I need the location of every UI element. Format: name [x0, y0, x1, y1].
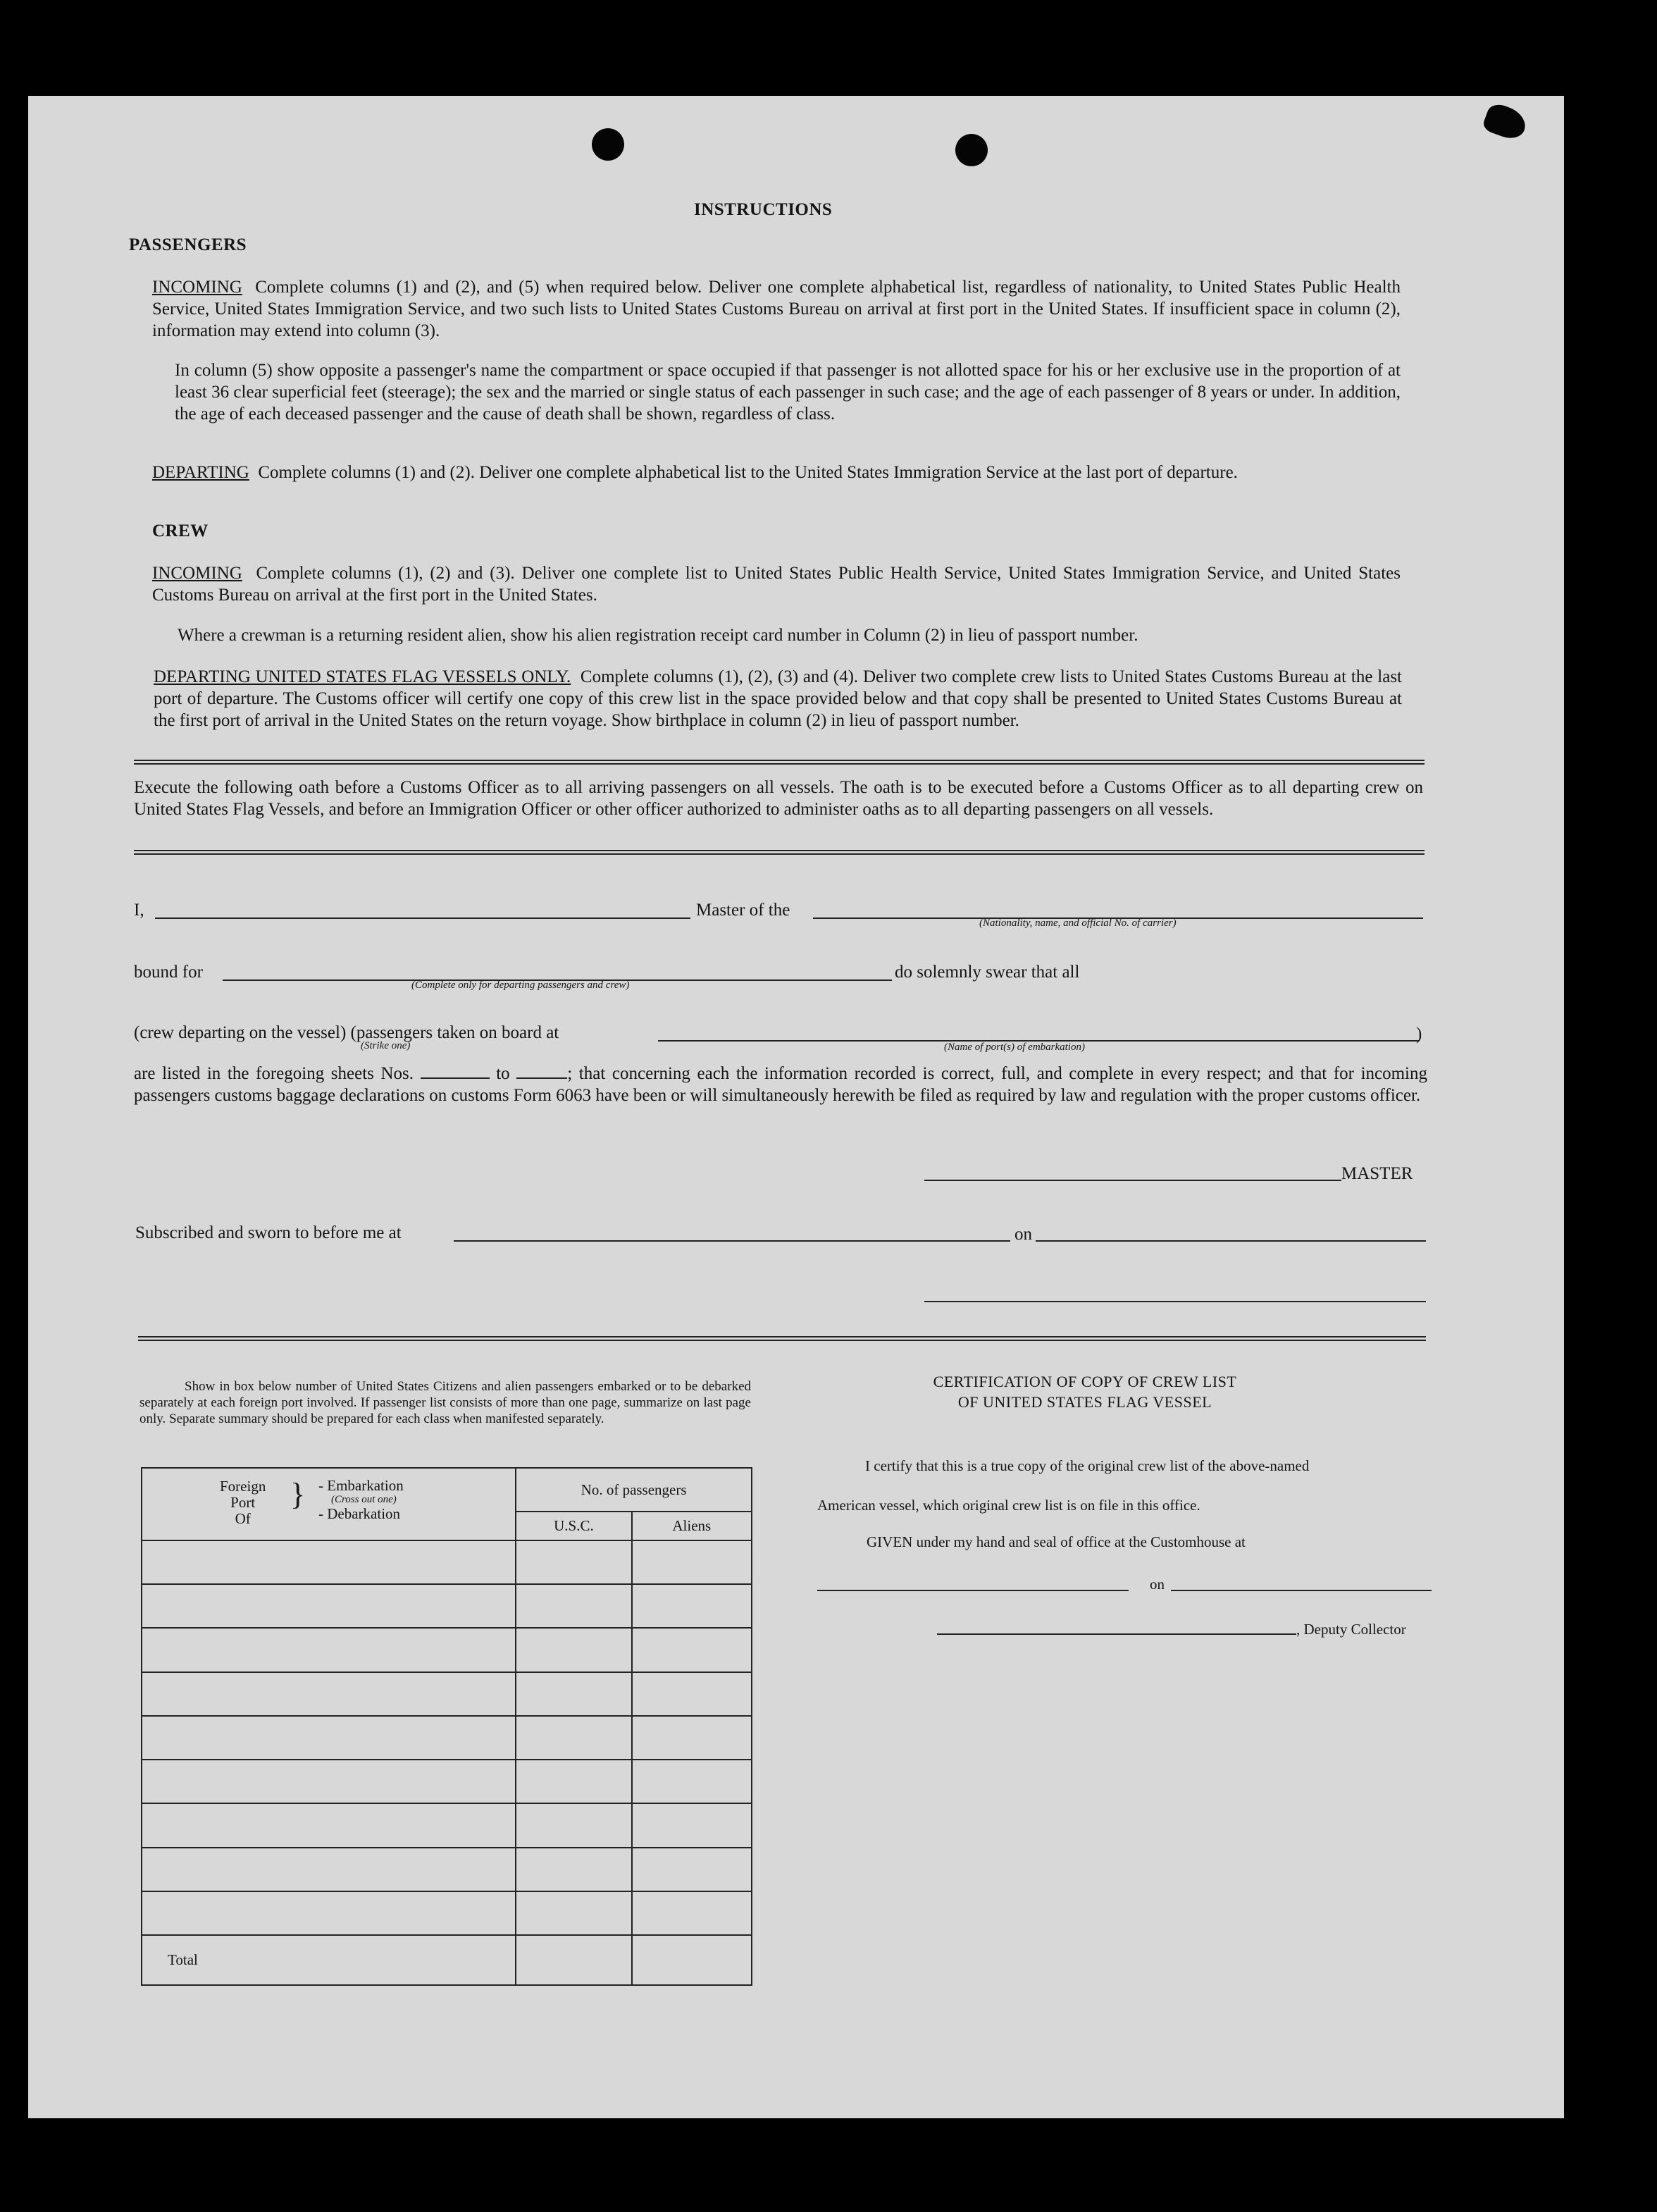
cross-out-label: (Cross out one) — [331, 1494, 397, 1505]
table-cell[interactable] — [632, 1716, 752, 1760]
divider — [134, 760, 1425, 765]
table-cell[interactable] — [142, 1760, 516, 1803]
crew-departing-option: (crew departing on the vessel) (passengers taken on board at — [134, 1023, 559, 1042]
oath-intro: Execute the following oath before a Customs Officer as to all arriving passengers on all vessels. The oath is to be executed before a Customs Officer as to all departing crew on United States Flag Vessels, and before an Immigration Officer or other officer authorized to administer oaths as to all departing passengers on all vessels. — [134, 778, 1423, 819]
crew-incoming-text: Complete columns (1), (2) and (3). Deliver one complete list to United States Public Health Service, United States Immigration Service, and United States Customs Bureau on arrival at the first port in the United States. — [152, 564, 1401, 605]
passengers-departing — [152, 462, 1401, 483]
master-name-line — [155, 917, 690, 919]
crew-departing-label: DEPARTING UNITED STATES FLAG VESSELS ONLY. — [154, 667, 571, 686]
table-cell[interactable] — [516, 1672, 631, 1716]
swear-text: do solemnly swear that all — [895, 963, 1080, 982]
port-header-of: Of — [235, 1510, 251, 1527]
master-of-the-label: Master of the — [696, 901, 790, 920]
table-cell[interactable] — [142, 1803, 516, 1847]
table-cell[interactable] — [142, 1716, 516, 1760]
crew-departing-text: Complete columns (1), (2), (3) and (4). Deliver two complete crew lists to United States Customs Bureau at the last port of departure. The Customs officer will certify one copy of this crew list in the space provided below and that copy shall be presented to United States Customs Bureau at the first port of arrival in the United States on the return voyage. Show birthplace in column (2) in lieu of passport number. — [154, 667, 1402, 730]
sheet-to-line — [516, 1077, 567, 1079]
column5-instructions: In column (5) show opposite a passenger's name the compartment or space occupied if that passenger is not allotted space for his or her exclusive use in the proportion of at least 36 clear superficial feet (steerage); the sex and the married or single status of each passenger in such case; and the age of each passenger of 8 years or under. In addition, the age of each deceased passenger and the cause of death shall be shown, regardless of class. — [175, 361, 1401, 424]
table-cell[interactable] — [516, 1848, 631, 1891]
table-cell[interactable] — [142, 1540, 516, 1584]
no-passengers-header: No. of passengers — [516, 1468, 752, 1512]
total-label: Total — [142, 1935, 516, 1985]
certification-text2: American vessel, which original crew list is on file in this office. — [817, 1497, 1200, 1514]
crew-incoming-label: INCOMING — [152, 564, 242, 583]
divider — [138, 1336, 1426, 1341]
customhouse-line — [817, 1590, 1129, 1591]
table-cell[interactable] — [632, 1760, 752, 1803]
usc-header: U.S.C. — [516, 1512, 631, 1540]
table-cell[interactable] — [516, 1716, 631, 1760]
crew-heading: CREW — [152, 521, 209, 540]
table-cell[interactable] — [632, 1672, 752, 1716]
certification-title-line1: CERTIFICATION OF COPY OF CREW LIST — [933, 1373, 1237, 1390]
departing-text: Complete columns (1) and (2). Deliver one complete alphabetical list to the United States Immigration Service at the last port of departure. — [258, 463, 1238, 482]
total-usc-cell[interactable] — [516, 1935, 631, 1985]
crew-incoming — [152, 562, 1401, 606]
divider — [134, 850, 1425, 855]
table-cell[interactable] — [142, 1672, 516, 1716]
resident-alien-note: Where a crewman is a returning resident alien, show his alien registration receipt card number in Column (2) in lieu of passport number. — [178, 626, 1138, 645]
certification-title — [817, 1371, 1353, 1412]
table-cell[interactable] — [142, 1891, 516, 1935]
table-cell[interactable] — [516, 1540, 631, 1584]
subscribed-on-label: on — [1014, 1225, 1032, 1244]
departing-label: DEPARTING — [152, 463, 249, 482]
listed-body: ; that concerning each the information recorded is correct, full, and complete in every respect; and that for incoming passengers customs baggage declarations on customs Form 6063 have been or will simultaneously herewith be filed as required by law and regulation with the proper customs officer. — [134, 1064, 1428, 1105]
table-cell[interactable] — [516, 1760, 631, 1803]
sheet-from-line — [421, 1077, 490, 1079]
table-cell[interactable] — [516, 1803, 631, 1847]
certification-title-line2: OF UNITED STATES FLAG VESSEL — [957, 1393, 1212, 1411]
to-label: to — [496, 1064, 510, 1083]
summary-instructions: Show in box below number of United States Citizens and alien passengers embarked or to be debarked separately at each foreign port involved. If passenger list consists of more than one page, summarize on last page only. Separate summary should be prepared for each class when manifested separately. — [139, 1379, 751, 1426]
deputy-signature-line — [937, 1633, 1296, 1635]
certification-text1: I certify that this is a true copy of the original crew list of the above-named — [865, 1457, 1310, 1474]
table-cell[interactable] — [142, 1584, 516, 1628]
passengers-heading: PASSENGERS — [129, 235, 247, 254]
port-header-port: Port — [230, 1494, 256, 1511]
deputy-collector-label: , Deputy Collector — [1296, 1621, 1406, 1638]
passengers-incoming — [152, 276, 1401, 342]
subscribed-label: Subscribed and sworn to before me at — [135, 1223, 402, 1242]
close-paren: ) — [1416, 1025, 1422, 1044]
brace: } — [290, 1477, 306, 1512]
bound-for-label: bound for — [134, 963, 203, 982]
carrier-caption: (Nationality, name, and official No. of carrier) — [979, 917, 1177, 929]
punch-hole — [592, 128, 624, 161]
total-aliens-cell[interactable] — [632, 1935, 752, 1985]
certification-date-line — [1171, 1590, 1432, 1591]
certification-on-label: on — [1150, 1576, 1165, 1593]
oath-i: I, — [134, 901, 144, 920]
officer-signature-line — [924, 1301, 1426, 1302]
port-caption: (Name of port(s) of embarkation) — [944, 1042, 1085, 1053]
incoming-text: Complete columns (1) and (2), and (5) when required below. Deliver one complete alphabetical list, regardless of nationality, to United States Public Health Service, United States Immigration Service, and two such lists to United States Customs Bureau on arrival at first port in the United States. If insufficient space in column (2), information may extend into column (3). — [152, 278, 1401, 340]
table-cell[interactable] — [516, 1628, 631, 1672]
subscribed-date-line — [1036, 1240, 1426, 1242]
table-cell[interactable] — [516, 1891, 631, 1935]
punch-hole — [955, 134, 988, 166]
subscribed-place-line — [454, 1240, 1010, 1242]
table-cell[interactable] — [632, 1803, 752, 1847]
master-label: MASTER — [1341, 1164, 1413, 1183]
port-header — [142, 1468, 516, 1540]
table-cell[interactable] — [632, 1891, 752, 1935]
table-cell[interactable] — [142, 1628, 516, 1672]
embarkation-label: - Embarkation — [318, 1477, 404, 1494]
port-header-foreign: Foreign — [220, 1478, 266, 1495]
listed-prefix: are listed in the foregoing sheets Nos. — [134, 1064, 414, 1083]
passenger-summary-table — [141, 1467, 752, 1986]
strike-one-caption: (Strike one) — [361, 1040, 411, 1051]
table-cell[interactable] — [516, 1584, 631, 1628]
debarkation-label: - Debarkation — [318, 1505, 401, 1522]
listed-text — [134, 1063, 1427, 1106]
table-cell[interactable] — [632, 1628, 752, 1672]
certification-given: GIVEN under my hand and seal of office at the Customhouse at — [867, 1533, 1246, 1550]
crew-departing — [154, 666, 1402, 731]
aliens-header: Aliens — [632, 1512, 752, 1540]
table-cell[interactable] — [632, 1584, 752, 1628]
table-cell[interactable] — [632, 1540, 752, 1584]
table-cell[interactable] — [142, 1848, 516, 1891]
page-title: INSTRUCTIONS — [694, 200, 833, 219]
master-signature-line — [924, 1180, 1341, 1181]
table-cell[interactable] — [632, 1848, 752, 1891]
bound-for-caption: (Complete only for departing passengers and crew) — [411, 980, 630, 991]
incoming-label: INCOMING — [152, 278, 242, 297]
